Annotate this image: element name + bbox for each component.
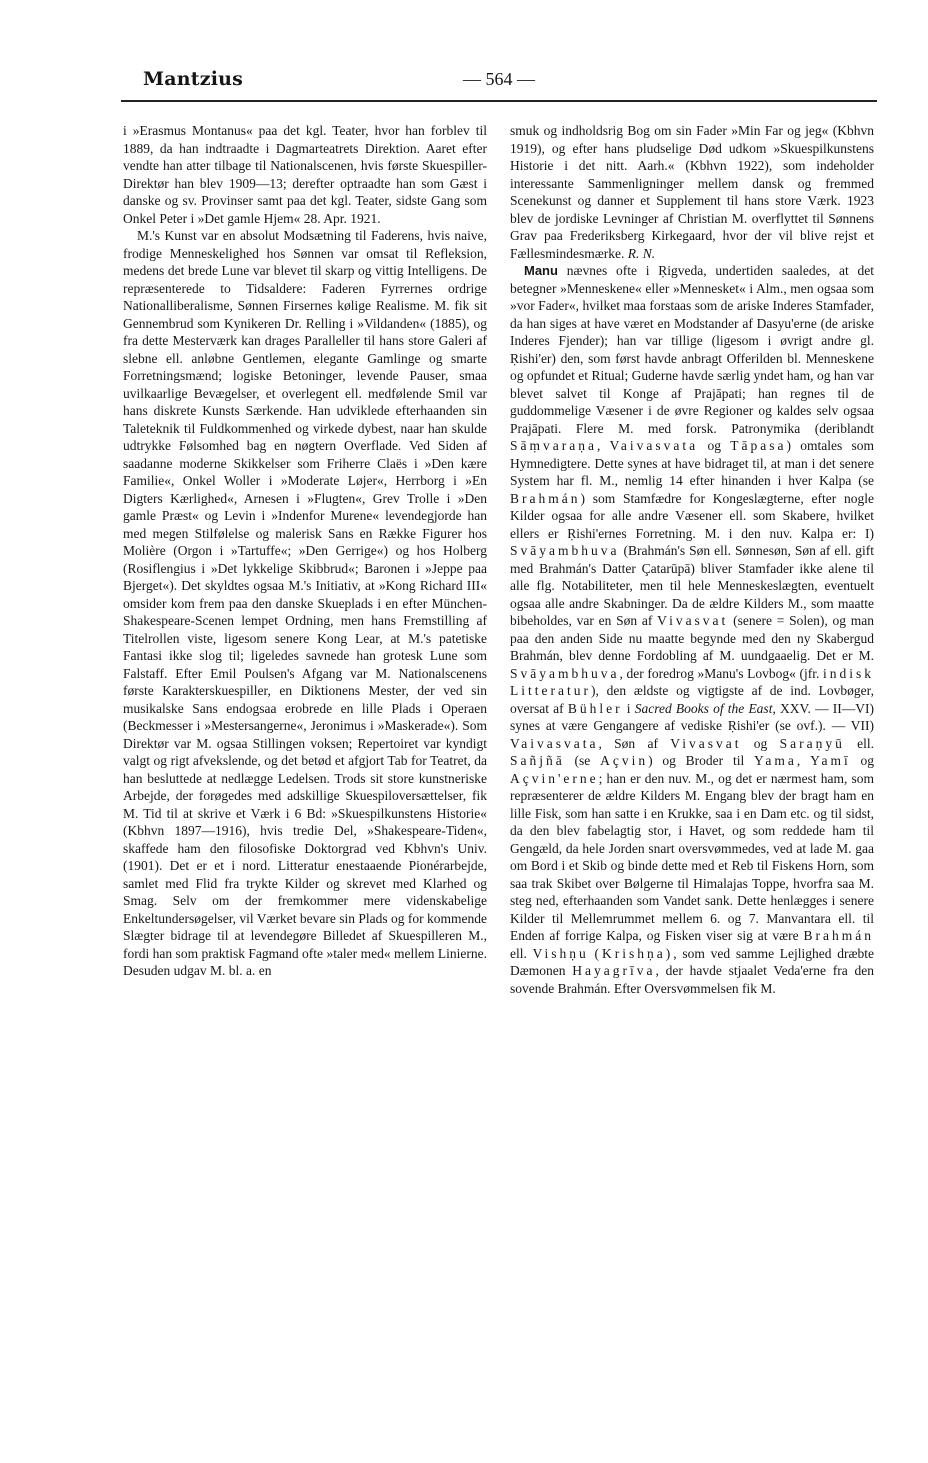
author-signature: R. N.: [627, 245, 656, 261]
paragraph: i »Erasmus Montanus« paa det kgl. Teater, hvor han forblev til 1889, da han indtraadte i Dagmarteatrets Direktion. Aaret efter vendte han atter tilbage til Nationalscenen, hvis første Skuespiller-Direktør han blev 1909—13; derefter optraadte han som Gæst i danske og sv. Provinser samt paa det kgl. Teater, sidste Gang som Onkel Peter i »Det gamle Hjem« 28. Apr. 1921.: [123, 123, 487, 226]
spaced-term: Brahmán: [510, 490, 581, 506]
paragraph: M.'s Kunst var en absolut Modsætning til Faderens, hvis naive, frodige Menneskelighed hos Sønnen var omsat til Refleksion, medens det brede Lune var blevet til skarp og vittig Intelligens. De repræsenterede to Tidsaldere: Faderen Fyrrernes ordrige Nationalliberalisme, Sønnen Firsernes kølige Realisme. M. fik sit Gennembrud som Kynikeren Dr. Relling i »Vildanden« (1885), og fra dette Mesterværk kan drages Paralleller til hans store Galeri af slebne ell. anløbne Gentlemen, elegante Gamlinge og smarte Forretningsmænd; logiske Betoninger, levende Pauser, smaa uvilkaarlige Bevægelser, et overlegent ell. medfølende Smil var hans diskrete Kunsts Særkende. Han udviklede efterhaanden sin Taleteknik til Fuldkommenhed og virkede dybest, naar han skulde udtrykke Følsomhed bag en nøgtern Overflade. Ved Siden af saadanne moderne Skikkelser som Friherre Claës i »Den kære Familie«, Onkel Woller i »Moderate Løjer«, Herrborg i »En Digters Kærlighed«, Arnesen i »Flugten«, Grev Trolle i »Den gamle Præst« og Levin i »Indenfor Murene« levendegjorde han med megen Stilfølelse og malerisk Sans en Række Figurer hos Molière (Orgon i »Tartuffe«; »Den Gerrige«) og hos Holberg (Rosiflengius i »Det lykkelige Skibbrud«; Baronen i »Jeppe paa Bjerget«). Det skyldtes ogsaa M.'s Initiativ, at »Kong Richard III« omsider kom frem paa den danske Skueplads i en efter München-Shakespeare-Scenen lempet Ordning, men hans Fremstilling af Titelrollen viste, ligesom senere Kong Lear, at M.'s patetiske Fantasi ikke slog til; ligeledes savnede han grotesk Lune som Falstaff. Efter Emil Poulsen's Afgang var M. Nationalscenens første Karakterskuespiller, en Diktionens Mester, der ved sin musikalske Sans endogsaa erobrede en lille Plads i Operaen (Beckmesser i »Mestersangerne«, Jeronimus i »Maskerade«). Som Direktør var M. ogsaa Stillingen voksen; Repertoiret var kyndigt valgt og rigt afvekslende, og det betød et afgjort Tab for Teatret, da han besluttede at nedlægge Ledelsen. Trods sit store kunstneriske Arbejde, der forøgedes med adskillige Skuespiloversættelser, fik M. Tid til at skrive et Værk i 6 Bd: »Skuespilkunstens Historie« (Kbhvn 1897—1916), hvis tredie Del, »Shakespeare-Tiden«, skaffede ham den filosofiske Doktorgrad ved Kbhvn's Univ. (1901). Det er et i nord. Litteratur enestaaende Pionérarbejde, samlet med Flid fra trykte Kilder og skrevet med Klarhed og Smag. Selv om der fremkommer mere videnskabelige Enkeltundersøgelser, vil Værket bevare sin Plads og for kommende Slægter bidrage til at levendegøre Billedet af Skuespilleren M., fordi han som praktisk Fagmand ofte »taler med« mellem Linierne. Desuden udgav M. bl. a. en: [123, 228, 488, 978]
spaced-term: Saraṇyū: [779, 735, 845, 751]
spaced-term: Yamī: [810, 753, 851, 768]
spaced-term: Yama: [754, 753, 797, 768]
left-column: [123, 122, 487, 980]
book-title: Sacred Books of the East: [634, 700, 773, 716]
header-rule: [121, 100, 877, 102]
spaced-term: Çatarūpā: [641, 560, 691, 576]
running-head: Mantzius: [143, 68, 244, 90]
spaced-term: Vivasvat: [670, 735, 742, 751]
manu-entry: Manu nævnes ofte i Ṛigveda, undertiden saaledes, at det betegner »Menneskene« eller »Mennesket« i Alm., men ogsaa som »vor Fader«, hvilket maa forstaas som de ariske Inderes Stamfader, da han siges at have været en Modstander af Dasyu'erne (de ariske Inderes Fjender); han var tillige (ligesom i øvrigt andre gl. Ṛishi'er) den, som først havde anbragt Offerilden bl. Menneskene og opfundet et Ritual; Guderne havde særlig yndet ham, og han var blevet salvet til Konge af Prajāpati; han regnes til de guddommelige Væsener i de øvre Regioner og kaldes selv ogsaa Prajāpati. Flere M. med forsk. Patronymika (deriblandt Sāṃvaraṇa, Vaivasvata og Tāpasa) omtales som Hymnedigtere. Dette synes at have bidraget til, at man i det senere System har fl. M., nemlig 14 efter hinanden i hver Kalpa (se Brahmán) som Stamfædre for Kongeslægterne, efter nogle Kilder ogsaa for alle andre Væsener ell. som Skabere, hvilket ellers er Ṛishi'ernes Forretning. M. i den nuv. Kalpa er: I) Svāyambhuva (Brahmán's Søn ell. Sønnesøn, Søn af ell. gift med Brahmán's Datter Çatarūpā) bliver Stamfader ikke alene til alle flg. Notabiliteter, men til hele Menneskeslægten, eventuelt ogsaa alle andre Skabninger. Da de ældre Kilders M., som maatte bibeholdes, var en Søn af Vivasvat (senere = Solen), og man paa den anden Side nu maatte begynde med den ny Skabergud Brahmán, blev denne Fordobling af M. uundgaaelig. Det er M. Svāyambhuva, der foredrog »Manu's Lovbog« (jfr. indisk Litteratur), den ældste og vigtigste af de ind. Lovbøger, oversat af Bühler i Sacred Books of the East, XXV. — II—VI) synes at være Gengangere af vediske Ṛishi'er (se ovf.). — VII) Vaivasvata, Søn af Vivasvat og Saraṇyū ell. Sañjñā (se Açvin) og Broder til Yama, Yamī og Açvin'erne; han er den nuv. M., og det er nærmest ham, som repræsenterer de ældre Kilders M. Engang blev der bragt ham en lille Fisk, som han satte i en Krukke, saa i en Dam etc. og til sidst, da den blev fabelagtig stor, i Havet, og som reddede ham til Gengæld, da hele Jorden snart oversvømmedes, ved at lade M. gaa om Bord i et Skib og binde dette med et Reb til Fiskens Horn, som saa trak Skibet over Bølgerne til Himalajas Toppe, hvorfra saa M. steg ned, efterhaanden som Vandet sank. Dette henlægges i senere Kilder til Mellemrummet mellem 6. og 7. Manvantara ell. til Enden af forrige Kalpa, og Fisken viser sig at være Brahmán ell. Vishṇu (Krishṇa), som ved samme Lejlighed dræbte Dæmonen Hayagrīva, der havde stjaalet Veda'erne fra den sovende Brahmán. Efter Oversvømmelsen fik M.: [510, 263, 875, 996]
spaced-term: Sañjñā: [510, 753, 565, 768]
paragraph: [510, 122, 874, 262]
page-header: [121, 66, 877, 96]
spaced-term: Sāṃvaraṇa: [510, 438, 597, 453]
spaced-term: Vivasvat: [657, 613, 729, 628]
spaced-term: Svāyambhuva: [510, 543, 620, 558]
spaced-term: Bühler: [567, 700, 623, 716]
spaced-term: Açvin'erne: [510, 770, 599, 786]
spaced-term: Vaivasvata: [609, 438, 699, 453]
page-number: — 564 —: [463, 69, 535, 89]
spaced-term: indisk Litteratur: [510, 665, 874, 698]
entry-headword: Manu: [524, 263, 558, 278]
spaced-term: (Krishṇa): [594, 945, 674, 961]
spaced-term: Svāyambhuva: [510, 665, 620, 681]
spaced-term: Brahmán: [803, 928, 874, 943]
spaced-term: Hayagrīva: [572, 963, 656, 978]
spaced-term: Açvin: [600, 753, 649, 768]
spaced-term: Vishṇu: [532, 945, 589, 961]
right-column: [510, 122, 874, 997]
spaced-term: Vaivasvata: [510, 735, 599, 751]
spaced-term: Tāpasa: [730, 438, 787, 453]
paragraph-text: smuk og indholdsrig Bog om sin Fader »Min Far og jeg« (Kbhvn 1919), og efter hans pludselige Død udkom »Skuespilkunstens Historie i det nitt. Aarh.« (Kbhvn 1922), som indeholder interessante Sammenligninger mellem dansk og fremmed Scenekunst og danner et Supplement til hans store Værk. 1923 blev de jordiske Levninger af Christian M. overflyttet til Sønnens Grav paa Frederiksberg Kirkegaard, hvor der vil blive rejst et Fællesmindesmærke.: [510, 123, 874, 261]
